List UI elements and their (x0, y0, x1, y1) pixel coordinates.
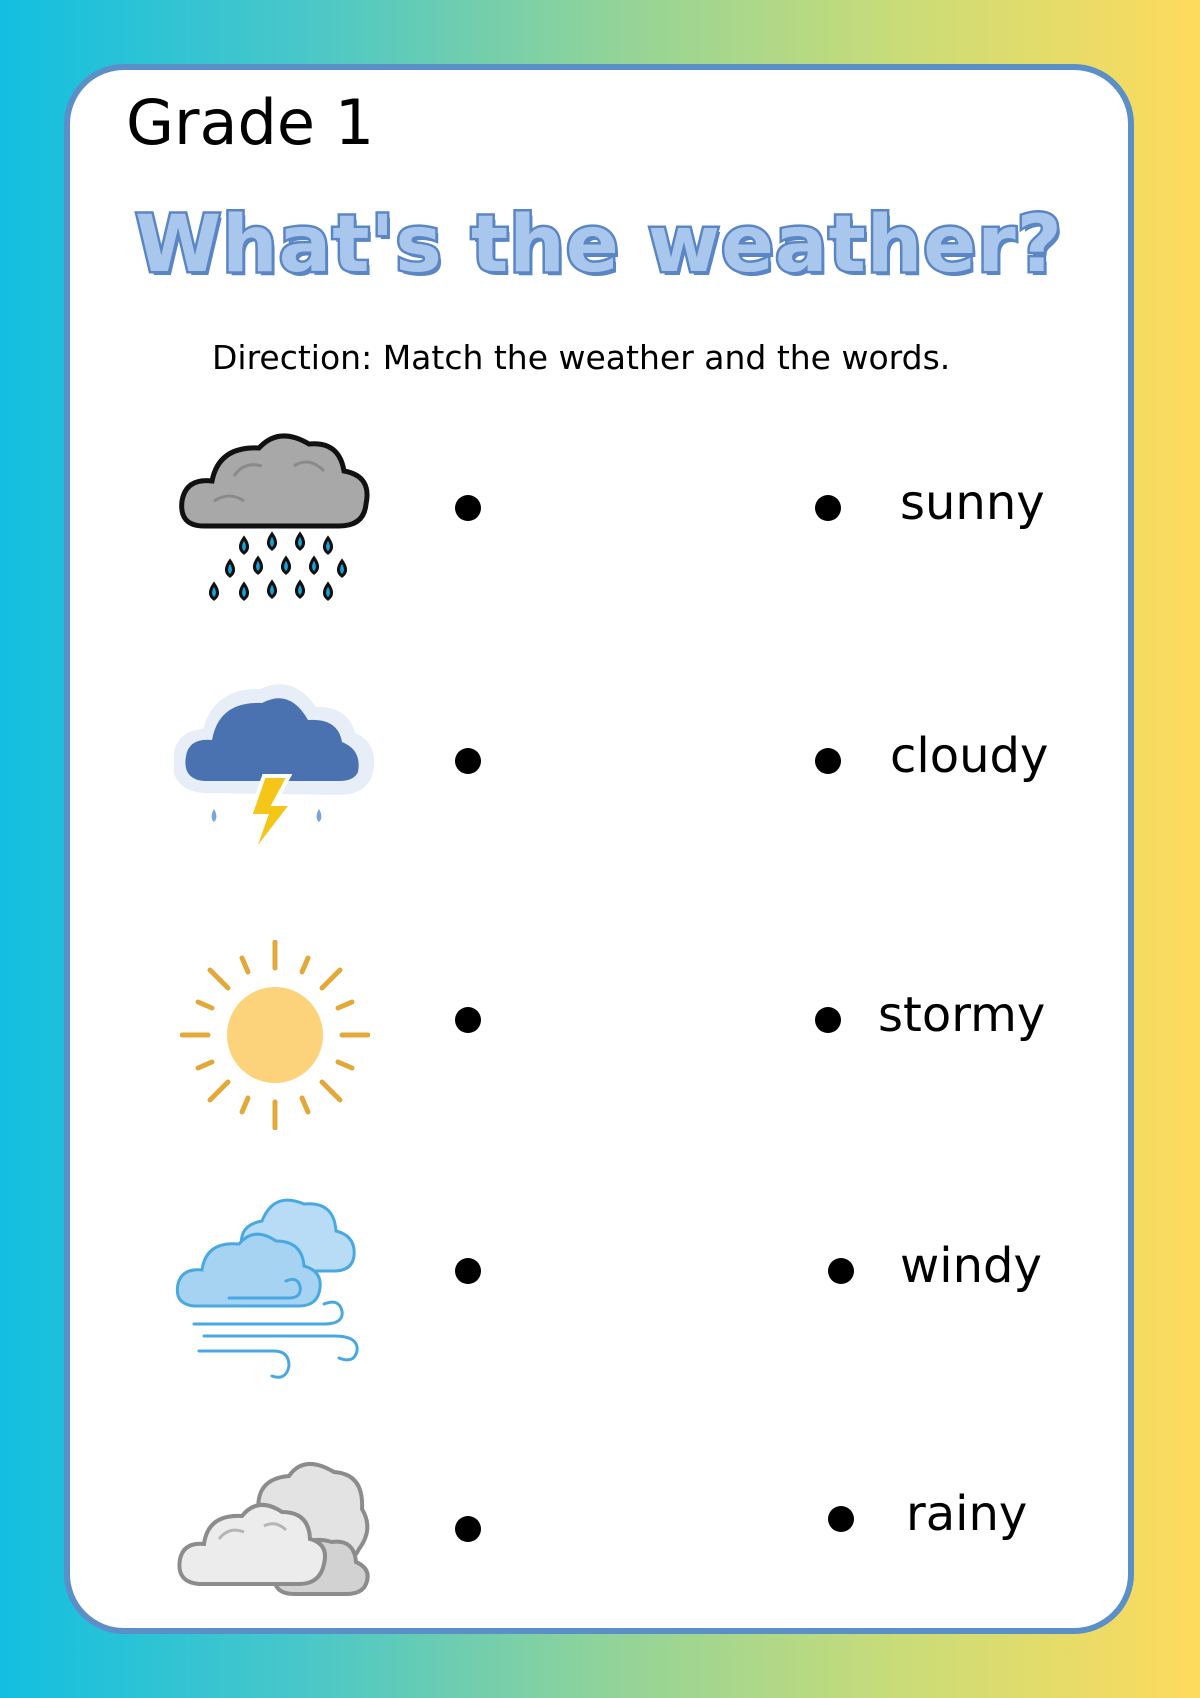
word-label: rainy (906, 1486, 1028, 1542)
word-label: cloudy (890, 728, 1049, 784)
word-label: sunny (900, 475, 1045, 531)
worksheet-card (64, 64, 1134, 1634)
match-dot-right[interactable] (828, 1506, 854, 1532)
grade-label: Grade 1 (126, 86, 375, 159)
word-label: stormy (878, 987, 1046, 1043)
match-dot-left[interactable] (455, 495, 481, 521)
match-dot-left[interactable] (455, 1007, 481, 1033)
storm-cloud-icon (174, 676, 374, 876)
match-dot-right[interactable] (828, 1258, 854, 1284)
match-dot-left[interactable] (455, 1516, 481, 1542)
rain-cloud-icon (174, 416, 384, 626)
worksheet-title: What's the weather? (135, 200, 1063, 290)
match-dot-left[interactable] (455, 748, 481, 774)
wind-cloud-icon (174, 1186, 374, 1386)
match-dot-right[interactable] (815, 748, 841, 774)
word-label: windy (900, 1238, 1042, 1294)
sun-icon (180, 940, 370, 1130)
match-dot-right[interactable] (815, 1007, 841, 1033)
gray-clouds-icon (174, 1454, 374, 1604)
direction-text: Direction: Match the weather and the words. (212, 338, 951, 377)
match-dot-left[interactable] (455, 1258, 481, 1284)
match-dot-right[interactable] (815, 495, 841, 521)
